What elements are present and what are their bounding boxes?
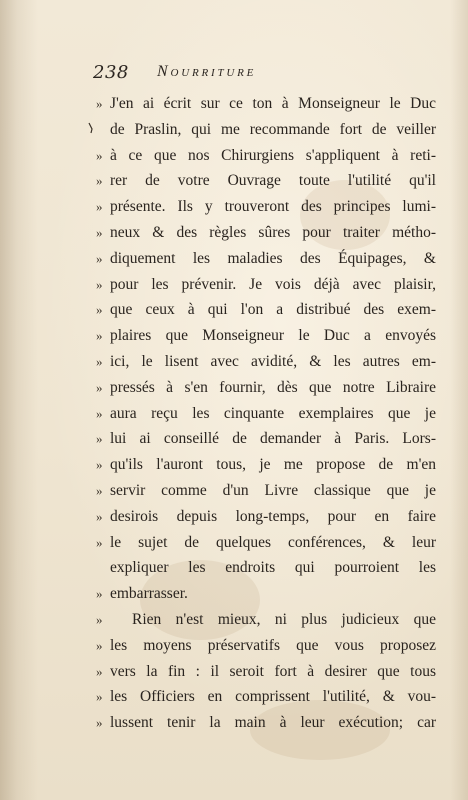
guillemet-mark: » xyxy=(96,663,103,679)
guillemet-mark: » xyxy=(96,250,103,266)
guillemet-mark: » xyxy=(96,457,103,473)
guillemet-mark: » xyxy=(96,302,103,318)
guillemet-mark: » xyxy=(96,224,103,240)
text-line: » que ceux à qui l'on a distribué des exem- xyxy=(96,297,436,323)
text-line: » aura reçu les cinquante exemplaires que je xyxy=(96,401,436,427)
guillemet-mark: » xyxy=(96,96,103,111)
text-line: » les Officiers en comprissent l'utilité, & vou- xyxy=(96,684,436,710)
guillemet-mark: » xyxy=(96,689,103,705)
guillemet-mark: » xyxy=(96,173,103,189)
guillemet-mark: » xyxy=(96,328,103,344)
guillemet-mark: » xyxy=(96,586,103,602)
page-header xyxy=(93,62,433,86)
guillemet-mark: » xyxy=(96,534,103,550)
page-edge-shadow xyxy=(450,0,468,800)
text-line: » embarrasser. xyxy=(96,581,436,607)
ink-mark xyxy=(88,122,94,134)
text-line: » rer de votre Ouvrage toute l'utilité qu'il xyxy=(96,168,436,194)
guillemet-mark: » xyxy=(96,482,103,498)
text-line: expliquer les endroits qui pourroient les xyxy=(110,559,436,577)
text-line: » pressés à s'en fournir, dès que notre Libraire xyxy=(96,375,436,401)
text-line: » lui ai conseillé de demander à Paris. Lors- xyxy=(96,426,436,452)
guillemet-mark: » xyxy=(96,147,103,163)
text-line: » Rien n'est mieux, ni plus judicieux que xyxy=(96,607,436,633)
text-line: » ici, le lisent avec avidité, & les autres em- xyxy=(96,349,436,375)
text-line: » le sujet de quelques conférences, & leur xyxy=(96,530,436,556)
guillemet-mark: » xyxy=(96,199,103,215)
text-line: » qu'ils l'auront tous, je me propose de m'en xyxy=(96,452,436,478)
text-line: de Praslin, qui me recommande fort de veiller xyxy=(110,120,436,138)
text-line: » servir comme d'un Livre classique que je xyxy=(96,478,436,504)
guillemet-mark: » xyxy=(96,405,103,421)
text-line: » diquement les maladies des Équipages, & xyxy=(96,246,436,272)
page-number: 238 xyxy=(93,62,129,83)
text-line: » neux & des règles sûres pour traiter métho- xyxy=(96,220,436,246)
guillemet-mark: » xyxy=(96,611,103,627)
guillemet-mark: » xyxy=(96,431,103,447)
text-line: » lussent tenir la main à leur exécution; car xyxy=(96,710,436,736)
guillemet-mark: » xyxy=(96,353,103,369)
text-line: » pour les prévenir. Je vois déjà avec plaisir, xyxy=(96,272,436,298)
text-line: » plaires que Monseigneur le Duc a envoyés xyxy=(96,323,436,349)
text-line: » les moyens préservatifs que vous proposez xyxy=(96,633,436,659)
text-line: » présente. Ils y trouveront des principes lumi- xyxy=(96,194,436,220)
text-line: » desirois depuis long-temps, pour en faire xyxy=(96,504,436,530)
guillemet-mark: » xyxy=(96,379,103,395)
text-line: » à ce que nos Chirurgiens s'appliquent à reti- xyxy=(96,143,436,169)
text-line: » J'en ai écrit sur ce ton à Monseigneur le Duc xyxy=(96,91,436,117)
guillemet-mark: » xyxy=(96,508,103,524)
text-line: » vers la fin : il seroit fort à desirer que tous xyxy=(96,659,436,685)
guillemet-mark: » xyxy=(96,637,103,653)
running-head: Nourriture xyxy=(157,63,257,80)
guillemet-mark: » xyxy=(96,276,103,292)
spine-shadow xyxy=(0,0,38,800)
guillemet-mark: » xyxy=(96,715,103,731)
body-text xyxy=(96,91,436,736)
